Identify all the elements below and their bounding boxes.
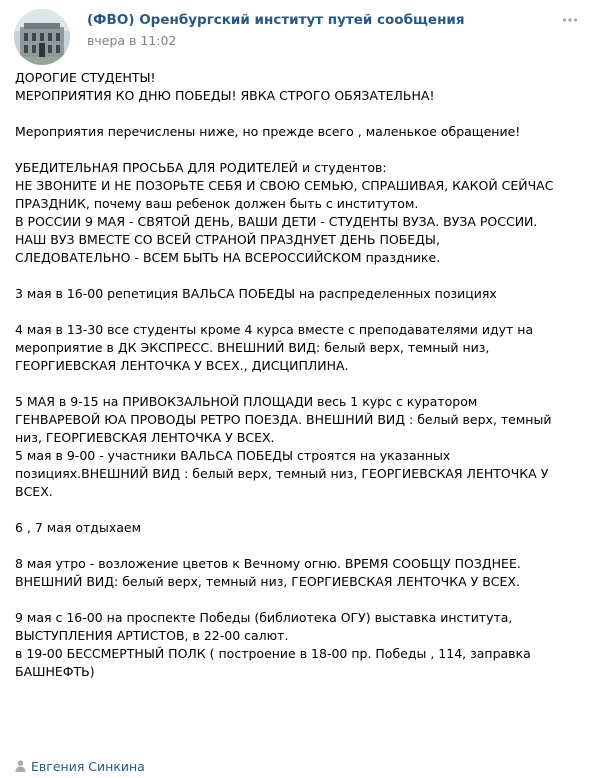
post-text-line: ДОРОГИЕ СТУДЕНТЫ! [15, 70, 156, 85]
post-text-line: ГЕНВАРЕВОЙ ЮА ПРОВОДЫ РЕТРО ПОЕЗДА. ВНЕШНИЙ ВИД : белый верх, темный [15, 412, 552, 427]
post-text-line: ПРАЗДНИК, почему ваш ребенок должен быть с институтом. [15, 196, 419, 211]
building-photo-icon [14, 9, 70, 65]
paragraph-gap [15, 141, 583, 159]
post-text-line: СЛЕДОВАТЕЛЬНО - ВСЕМ БЫТЬ НА ВСЕРОССИЙСКОМ празднике. [15, 250, 441, 265]
post-text-line: НЕ ЗВОНИТЕ И НЕ ПОЗОРЬТЕ СЕБЯ И СВОЮ СЕМЬЮ, СПРАШИВАЯ, КАКОЙ СЕЙЧАС [15, 178, 554, 193]
post-text-line: 3 мая в 16-00 репетиция ВАЛЬСА ПОБЕДЫ на распределенных позициях [15, 286, 497, 301]
post-text-line: 5 МАЯ в 9-15 на ПРИВОКЗАЛЬНОЙ ПЛОЩАДИ весь 1 курс с куратором [15, 394, 478, 409]
post-text-line: 6 , 7 мая отдыхаем [15, 520, 142, 535]
post-text-line: МЕРОПРИЯТИЯ КО ДНЮ ПОБЕДЫ! ЯВКА СТРОГО ОБЯЗАТЕЛЬНА! [15, 88, 435, 103]
paragraph-gap [15, 267, 583, 285]
post-signer[interactable] [15, 757, 145, 775]
post-text-line: ГЕОРГИЕВСКАЯ ЛЕНТОЧКА У ВСЕХ., ДИСЦИПЛИНА. [15, 358, 349, 373]
paragraph-gap [15, 105, 583, 123]
post-text-line: низ, ГЕОРГИЕВСКАЯ ЛЕНТОЧКА У ВСЕХ. [15, 430, 275, 445]
post-text-line: ВЫСТУПЛЕНИЯ АРТИСТОВ, в 22-00 салют. [15, 628, 289, 643]
post-header [14, 9, 580, 65]
post-text-line: 5 мая в 9-00 - участники ВАЛЬСА ПОБЕДЫ строятся на указанных [15, 448, 451, 463]
post-text-line: в 19-00 БЕССМЕРТНЫЙ ПОЛК ( построение в 18-00 пр. Победы , 114, заправка [15, 646, 531, 661]
post-text-line: БАШНЕФТЬ) [15, 664, 95, 679]
more-horizontal-icon[interactable] [562, 13, 578, 27]
post-text-line: УБЕДИТЕЛЬНАЯ ПРОСЬБА ДЛЯ РОДИТЕЛЕЙ и студентов: [15, 160, 387, 175]
post-text-line: позициях.ВНЕШНИЙ ВИД : белый верх, темный низ, ГЕОРГИЕВСКАЯ ЛЕНТОЧКА У [15, 466, 549, 481]
signer-name[interactable]: Евгения Синкина [31, 758, 145, 774]
paragraph-gap [15, 375, 583, 393]
post-text-line: ВНЕШНИЙ ВИД: белый верх, темный низ, ГЕОРГИЕВСКАЯ ЛЕНТОЧКА У ВСЕХ. [15, 574, 520, 589]
post-text-line: 8 мая утро - возложение цветов к Вечному огню. ВРЕМЯ СООБЩУ ПОЗДНЕЕ. [15, 556, 521, 571]
group-name-link[interactable]: (ФВО) Оренбургский институт путей сообщения [87, 12, 465, 28]
post-time[interactable]: вчера в 11:02 [87, 33, 177, 48]
group-avatar[interactable] [14, 9, 70, 65]
paragraph-gap [15, 501, 583, 519]
post-text-line: мероприятие в ДК ЭКСПРЕСС. ВНЕШНИЙ ВИД: белый верх, темный низ, [15, 340, 490, 355]
post-text-line: Мероприятия перечислены ниже, но прежде всего , маленькое обращение! [15, 124, 521, 139]
post-text [15, 69, 583, 681]
post-text-line: ВСЕХ. [15, 484, 53, 499]
paragraph-gap [15, 537, 583, 555]
paragraph-gap [15, 591, 583, 609]
post-text-line: НАШ ВУЗ ВМЕСТЕ СО ВСЕЙ СТРАНОЙ ПРАЗДНУЕТ ДЕНЬ ПОБЕДЫ, [15, 232, 440, 247]
post-text-line: В РОССИИ 9 МАЯ - СВЯТОЙ ДЕНЬ, ВАШИ ДЕТИ - СТУДЕНТЫ ВУЗА. ВУЗА РОССИИ. [15, 214, 538, 229]
user-icon [15, 760, 26, 772]
post-text-line: 4 мая в 13-30 все студенты кроме 4 курса вместе с преподавателями идут на [15, 322, 534, 337]
paragraph-gap [15, 303, 583, 321]
post-text-line: 9 мая с 16-00 на проспекте Победы (библиотека ОГУ) выставка института, [15, 610, 513, 625]
